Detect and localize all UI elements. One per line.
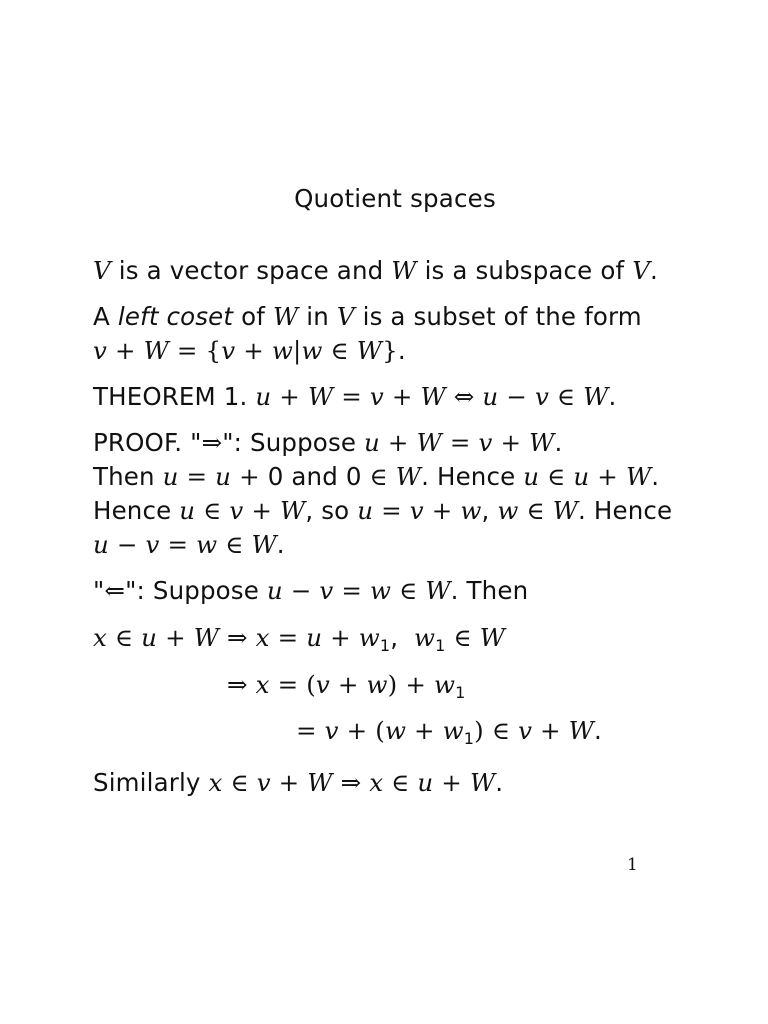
equation-line-2: ⇒ $x = (v + w) + w_1$ xyxy=(227,670,466,702)
line-proof-then: Then u = u + 0 and 0 ∈ W. Hence u ∈ u + W. xyxy=(93,462,660,491)
line-coset-set: v + W = {v + w|w ∈ W}. xyxy=(93,336,406,365)
line-proof-hence: Hence u ∈ v + W, so u = v + w, w ∈ W. Hence xyxy=(93,496,673,525)
equation-line-3: = $v + (w + w_1)$ ∈ v + W. xyxy=(296,716,602,748)
equation-line-1: x ∈ u + W ⇒ $x = u + w_1$, $w_1$ ∈ W xyxy=(93,623,506,655)
page-title: Quotient spaces xyxy=(294,184,496,213)
line-proof-forward: PROOF. "⇒": Suppose u + W = v + W. xyxy=(93,428,563,457)
page-number: 1 xyxy=(627,855,638,875)
line-vector-space: V is a vector space and W is a subspace of V. xyxy=(93,256,658,285)
line-left-coset-definition: A left coset of W in V is a subset of the form xyxy=(93,302,642,331)
line-proof-backward: "⇐": Suppose u − v = w ∈ W. Then xyxy=(93,576,529,605)
line-similarly: Similarly x ∈ v + W ⇒ x ∈ u + W. xyxy=(93,768,504,797)
line-theorem-1: THEOREM 1. u + W = v + W ⇔ u − v ∈ W. xyxy=(93,382,617,411)
line-proof-conclusion: u − v = w ∈ W. xyxy=(93,530,285,559)
